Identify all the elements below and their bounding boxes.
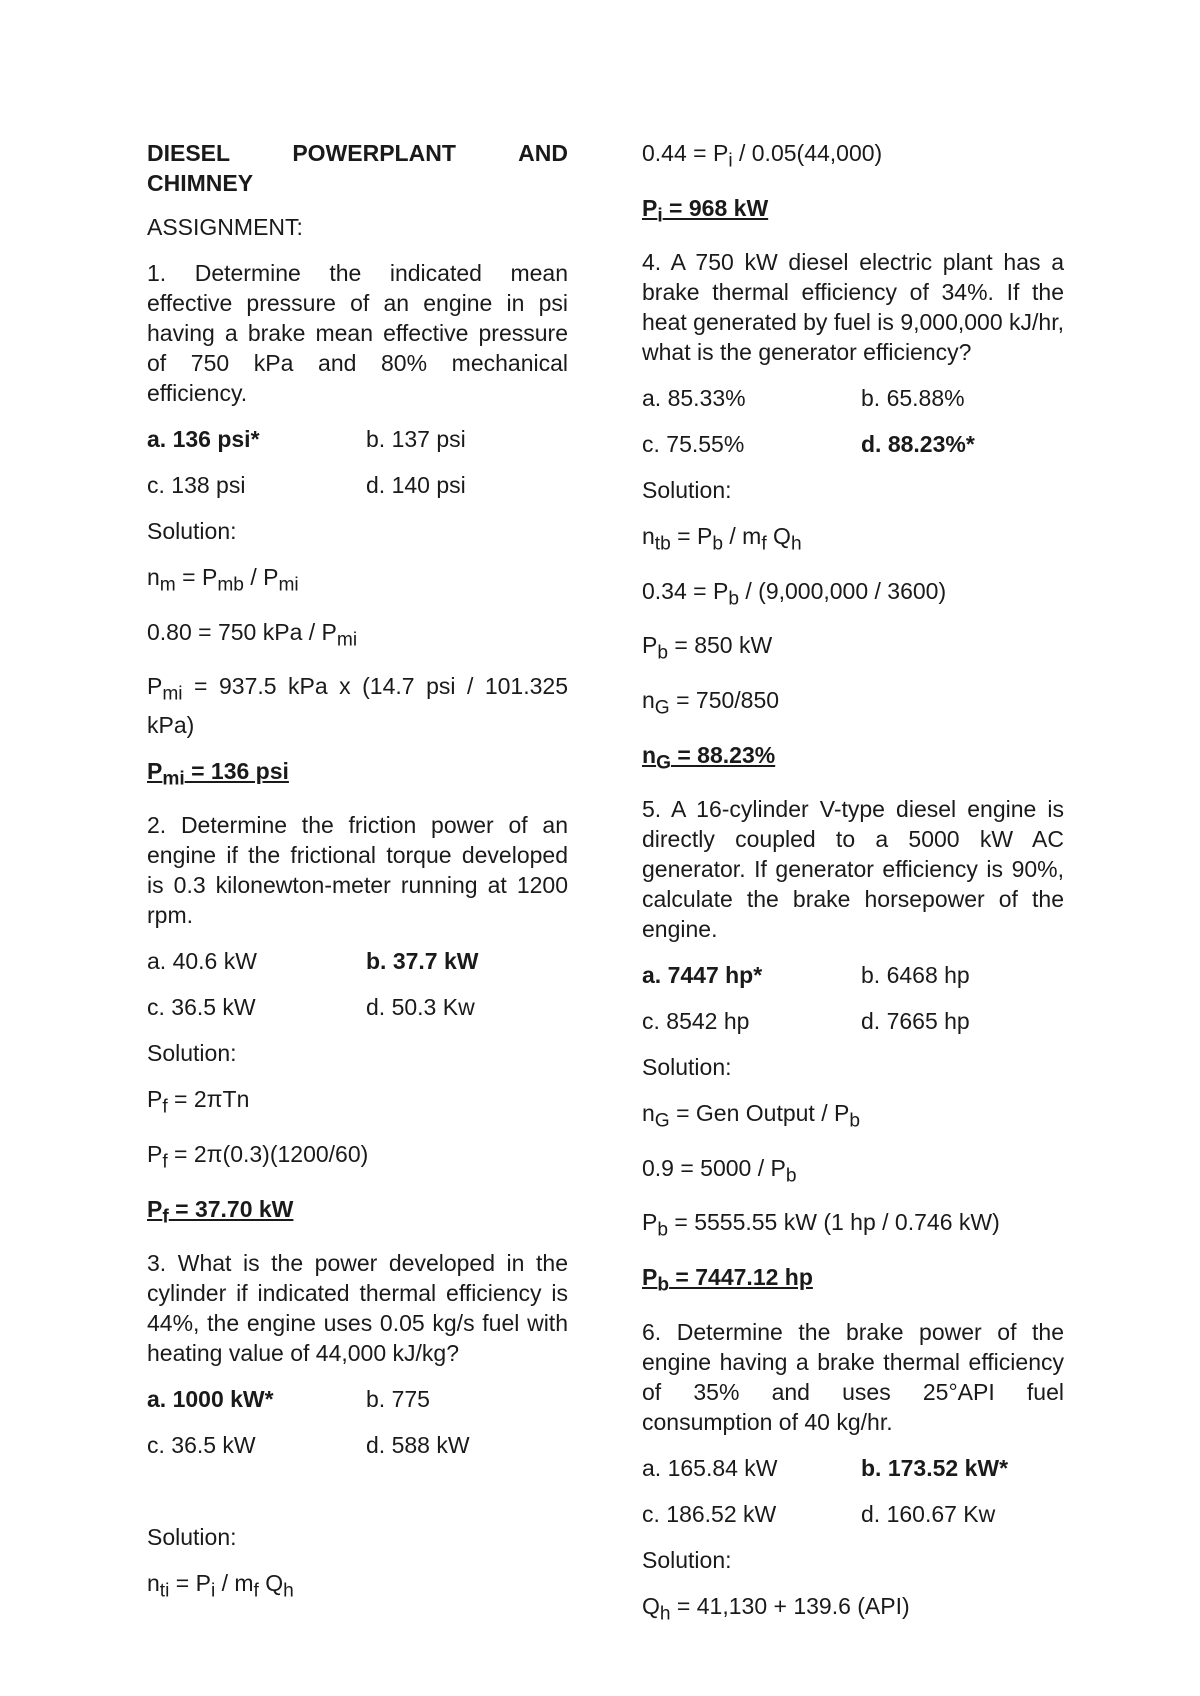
- option-d: d. 50.3 Kw: [366, 994, 475, 1021]
- option-a: a. 165.84 kW: [642, 1454, 778, 1481]
- option-b: b. 65.88%: [861, 385, 965, 412]
- blank-space: [147, 1476, 568, 1522]
- option-d: d. 88.23%*: [861, 431, 975, 458]
- title-word: DIESEL: [147, 140, 231, 166]
- title-word: POWERPLANT: [292, 140, 456, 166]
- solution-line: $n_m = P_{mb} / P_{mi}$: [147, 564, 299, 596]
- option-b: b. 37.7 kW: [366, 948, 479, 975]
- question-3-options: [147, 1384, 568, 1460]
- title-word: CHIMNEY: [147, 170, 254, 196]
- option-b: b. 775: [366, 1386, 430, 1413]
- solution-line: $n_G = 750/850$: [642, 686, 780, 719]
- option-c: c. 138 psi: [147, 472, 246, 498]
- option-d: d. 160.67 Kw: [861, 1500, 996, 1527]
- solution-line: $P_b = 5555.55$ kW (1 hp / 0.746 kW): [642, 1209, 1000, 1241]
- left-column: [147, 138, 568, 1623]
- question-6-options: [642, 1453, 1064, 1529]
- question-6-text: 6. Determine the brake power of the engine having a brake thermal efficiency of 35% and uses 25°API fuel consumption of 40 kg/hr.: [642, 1318, 1064, 1435]
- option-d: d. 140 psi: [366, 472, 466, 498]
- solution-answer: $P_i = 968$ kW: [642, 194, 769, 227]
- solution-answer: $P_b = 7447.12$ hp: [642, 1263, 813, 1296]
- solution-label: Solution:: [147, 518, 237, 544]
- solution-line: $0.44 = P_i / 0.05(44,000)$: [642, 140, 883, 172]
- solution-line: $P_f = 2\pi(0.3)(1200/60)$: [147, 1140, 369, 1173]
- assignment-label: ASSIGNMENT:: [147, 214, 303, 240]
- option-b: b. 137 psi: [366, 426, 466, 452]
- option-a: a. 7447 hp*: [642, 962, 763, 989]
- solution-answer: $P_{mi} = 136$ psi: [147, 757, 289, 790]
- solution-line: $n_{ti} = P_i / m_f$ $Q_h$: [147, 1570, 294, 1602]
- question-2-text: 2. Determine the friction power of an engine if the frictional torque developed is 0.3 kilonewton-meter running at 1200 rpm.: [147, 812, 568, 929]
- solution-line: $n_G$ = Gen Output / $P_b$: [642, 1100, 860, 1132]
- question-1-options: [147, 424, 568, 500]
- question-3-text: 3. What is the power developed in the cylinder if indicated thermal efficiency is 44%, the engine uses 0.05 kg/s fuel with heating value of 44,000 kJ/kg?: [147, 1250, 568, 1367]
- option-a: a. 1000 kW*: [147, 1386, 274, 1413]
- question-5-options: [642, 960, 1064, 1036]
- question-4-options: [642, 383, 1064, 459]
- solution-line: $Q_h = 41,130 + 139.6$ (API): [642, 1592, 910, 1625]
- option-c: c. 36.5 kW: [147, 994, 256, 1021]
- solution-line: $n_{tb} = P_b / m_f$ $Q_h$: [642, 523, 802, 555]
- solution-line: $P_{mi} = 937.5$ kPa x (14.7 psi / 101.325 kPa): [147, 673, 568, 738]
- option-d: d. 7665 hp: [861, 1008, 970, 1035]
- solution-line: $0.9 = 5000 / P_b$: [642, 1154, 797, 1187]
- solution-answer: $P_f = 37.70$ kW: [147, 1195, 294, 1228]
- option-a: a. 85.33%: [642, 385, 746, 412]
- title-word: AND: [518, 140, 568, 166]
- solution-label: Solution:: [642, 477, 732, 504]
- option-b: b. 173.52 kW*: [861, 1454, 1009, 1481]
- option-d: d. 588 kW: [366, 1432, 470, 1459]
- document-title: [147, 138, 568, 198]
- solution-label: Solution:: [642, 1546, 732, 1573]
- solution-line: $0.34 = P_b / (9,000,000 / 3600)$: [642, 577, 947, 610]
- solution-label: Solution:: [147, 1040, 237, 1067]
- solution-label: Solution:: [642, 1054, 732, 1081]
- question-1-text: 1. Determine the indicated mean effective pressure of an engine in psi having a brake mean effective pressure of 750 kPa and 80% mechanical efficiency.: [147, 260, 568, 406]
- solution-answer: $n_G = 88.23\%$: [642, 741, 776, 774]
- right-column: [642, 138, 1064, 1645]
- option-b: b. 6468 hp: [861, 962, 970, 989]
- solution-line: 0.80 = 750 kPa / $P_{mi}$: [147, 618, 358, 651]
- solution-line: $P_b = 850$ kW: [642, 632, 773, 664]
- option-c: c. 36.5 kW: [147, 1432, 256, 1459]
- solution-line: $P_f = 2\pi Tn$: [147, 1086, 250, 1118]
- option-c: c. 8542 hp: [642, 1008, 750, 1035]
- option-c: c. 186.52 kW: [642, 1500, 777, 1527]
- question-2-options: [147, 946, 568, 1022]
- solution-label: Solution:: [147, 1524, 237, 1551]
- option-c: c. 75.55%: [642, 431, 745, 458]
- question-4-text: 4. A 750 kW diesel electric plant has a brake thermal efficiency of 34%. If the heat generated by fuel is 9,000,000 kJ/hr, what is the generator efficiency?: [642, 249, 1064, 366]
- option-a: a. 40.6 kW: [147, 948, 257, 975]
- question-5-text: 5. A 16-cylinder V-type diesel engine is directly coupled to a 5000 kW AC generator. If generator efficiency is 90%, calculate the brake horsepower of the engine.: [642, 796, 1064, 943]
- option-a: a. 136 psi*: [147, 426, 260, 452]
